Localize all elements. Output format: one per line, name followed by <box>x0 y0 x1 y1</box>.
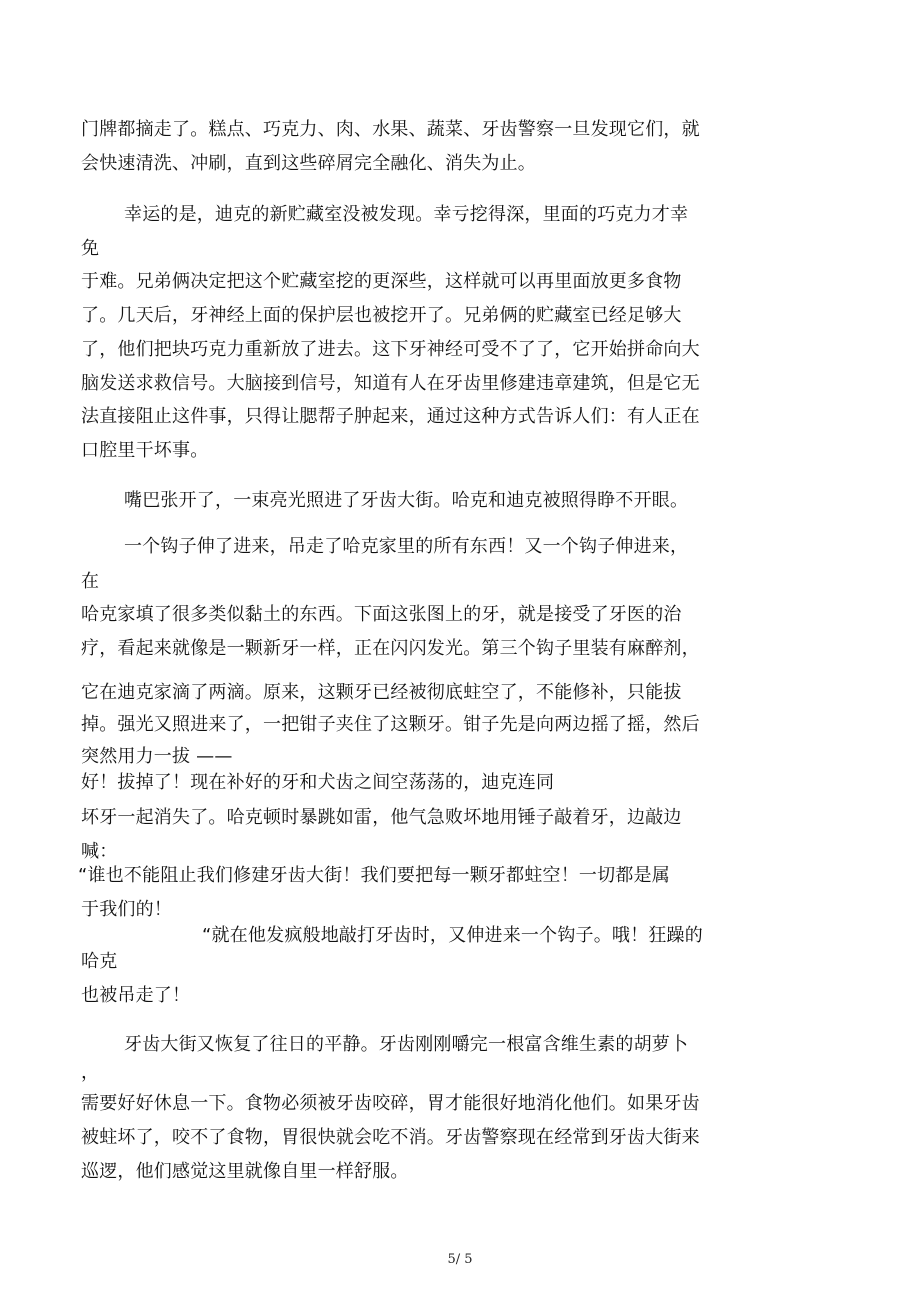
text-line: 了，他们把块巧克力重新放了进去。这下牙神经可受不了了，它开始拼命向大 <box>81 339 700 360</box>
page-number: 5/ 5 <box>447 1252 473 1267</box>
text-line: 被蛀坏了，咬不了食物，胃很快就会吃不消。牙齿警察现在经常到牙齿大街来 <box>81 1127 700 1148</box>
quote-line: “谁也不能阻止我们修建牙齿大街！我们要把每一颗牙都蛀空！一切都是属 <box>78 865 670 886</box>
paragraph-start: 嘴巴张开了，一束亮光照进了牙齿大街。哈克和迪克被照得睁不开眼。 <box>124 490 689 511</box>
text-line: 法直接阻止这件事，只得让腮帮子肿起来，通过这种方式告诉人们：有人正在 <box>81 406 700 427</box>
text-line: 于我们的！ <box>81 899 172 920</box>
text-line: 突然用力一拔 —— <box>81 746 233 767</box>
text-line: 它在迪克家滴了两滴。原来，这颗牙已经被彻底蛀空了，不能修补，只能拔 <box>81 682 682 703</box>
text-line: 疗，看起来就像是一颗新牙一样，正在闪闪发光。第三个钩子里装有麻醉剂， <box>81 638 700 659</box>
text-line: 了。几天后，牙神经上面的保护层也被挖开了。兄弟俩的贮藏室已经足够大 <box>81 305 682 326</box>
paragraph-start: 一个钩子伸了进来，吊走了哈克家里的所有东西！又一个钩子伸进来， <box>124 536 689 557</box>
paragraph-start: 幸运的是，迪克的新贮藏室没被发现。幸亏挖得深，里面的巧克力才幸 <box>124 204 689 225</box>
text-line: 也被吊走了！ <box>81 985 191 1006</box>
paragraph-start: 牙齿大街又恢复了往日的平静。牙齿刚刚嚼完一根富含维生素的胡萝卜 <box>124 1034 689 1055</box>
text-line: 哈克家填了很多类似黏土的东西。下面这张图上的牙，就是接受了牙医的治 <box>81 604 682 625</box>
text-line: 喊： <box>81 841 118 862</box>
text-line: 于难。兄弟俩决定把这个贮藏室挖的更深些，这样就可以再里面放更多食物 <box>81 271 682 292</box>
text-line: 脑发送求救信号。大脑接到信号，知道有人在牙齿里修建违章建筑，但是它无 <box>81 373 700 394</box>
text-line: ， <box>81 1062 100 1083</box>
text-line: 掉。强光又照进来了，一把钳子夹住了这颗牙。钳子先是向两边摇了摇，然后 <box>81 714 700 735</box>
text-line: 需要好好休息一下。食物必须被牙齿咬碎，胃才能很好地消化他们。如果牙齿 <box>81 1093 700 1114</box>
text-line: 好！拔掉了！现在补好的牙和犬齿之间空荡荡的，迪克连同 <box>81 772 555 793</box>
text-line: 哈克 <box>81 951 118 972</box>
quote-line: “就在他发疯般地敲打牙齿时，又伸进来一个钩子。哦！狂躁的 <box>202 925 703 946</box>
text-line: 免 <box>81 238 100 259</box>
text-line: 巡逻，他们感觉这里就像自里一样舒服。 <box>81 1161 409 1182</box>
text-line: 口腔里干坏事。 <box>81 440 209 461</box>
text-line: 坏牙一起消失了。哈克顿时暴跳如雷，他气急败坏地用锤子敲着牙，边敲边 <box>81 807 682 828</box>
text-line: 在 <box>81 571 100 592</box>
text-line: 会快速清洗、冲刷，直到这些碎屑完全融化、消失为止。 <box>81 153 536 174</box>
text-line: 门牌都摘走了。糕点、巧克力、肉、水果、蔬菜、牙齿警察一旦发现它们，就 <box>81 119 700 140</box>
